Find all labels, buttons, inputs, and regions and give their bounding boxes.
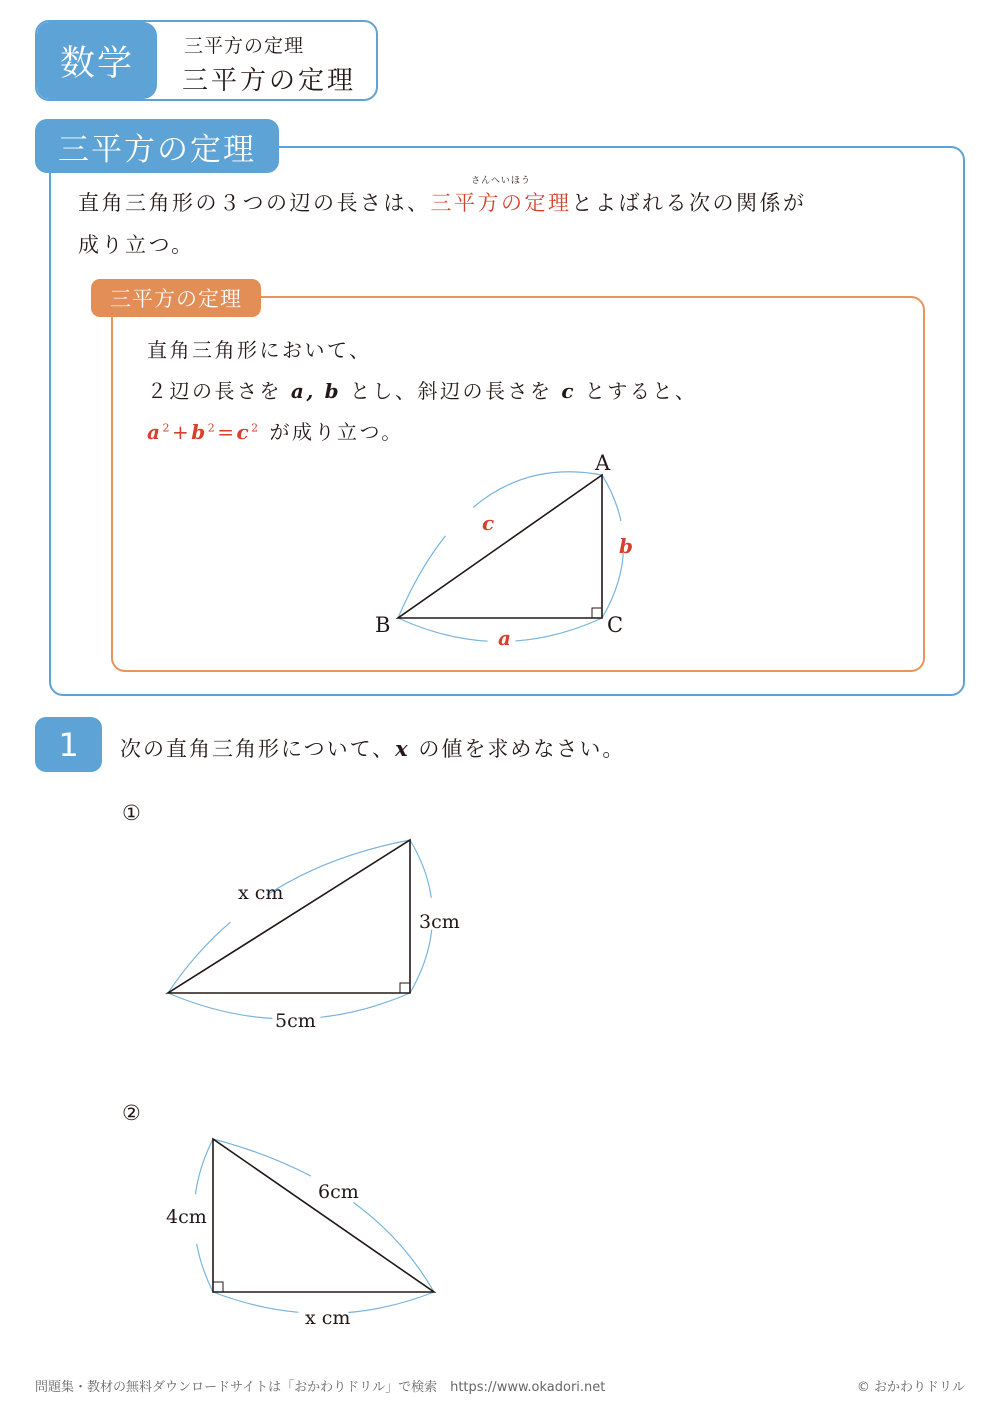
formula-b: b [191, 420, 208, 444]
unit-title: 三平方の定理 [184, 35, 305, 57]
problem-1-triangle [168, 840, 460, 1032]
question-text: 次の直角三角形について、 [120, 737, 396, 761]
sub-problem-2-label: ② [122, 1101, 141, 1125]
question-text: の値を求めなさい。 [418, 737, 626, 761]
formula-exp: 2 [162, 421, 172, 435]
triangle-2 [213, 1139, 434, 1292]
triangle-abc [398, 475, 602, 618]
base-label: x cm [305, 1307, 351, 1329]
vertical-side-label: 4cm [166, 1206, 207, 1228]
footer-site-note: 問題集・教材の無料ダウンロードサイトは「おかわりドリル」で検索 https://www.okadori.net [35, 1380, 606, 1395]
explanation-line-2: 成り立つ。 [78, 233, 195, 257]
theorem-triangle [375, 451, 633, 650]
triangle-1 [168, 840, 410, 993]
formula-exp: 2 [251, 421, 261, 435]
problem-question [120, 733, 625, 763]
formula-a: a [147, 420, 163, 444]
vertex-a-label: A [595, 451, 611, 475]
comma: , [306, 379, 316, 403]
vertex-b-label: B [375, 613, 391, 637]
vertical-side-label: 3cm [419, 911, 460, 933]
sub-problem-1-label: ① [122, 801, 141, 825]
hypotenuse-label: 6cm [318, 1181, 359, 1203]
var-b: b [324, 379, 342, 403]
right-angle-mark [213, 1282, 223, 1292]
right-angle-mark [400, 983, 410, 993]
theorem-term-text: 三平方の定理 [430, 191, 572, 215]
explanation-text-before: 直角三角形の３つの辺の長さは、 [78, 191, 431, 215]
explanation-tab: 三平方の定理 [35, 119, 279, 173]
theorem-term-ruby: さんへいほう [471, 176, 531, 186]
var-c: c [561, 379, 577, 403]
problem-2-triangle [166, 1139, 434, 1329]
vertex-c-label: C [607, 613, 624, 637]
hypotenuse-label: x cm [238, 882, 284, 904]
explanation-text-after: とよばれる次の関係が [571, 191, 807, 215]
theorem-text: ２辺の長さを [147, 379, 282, 403]
formula-exp: 2 [207, 421, 218, 435]
subject-label: 数学 [37, 22, 157, 99]
theorem-text: が成り立つ。 [269, 420, 404, 444]
formula-plus: + [171, 420, 192, 444]
theorem-tab: 三平方の定理 [91, 279, 261, 317]
theorem-line-1: 直角三角形において、 [147, 338, 372, 362]
formula-c: c [236, 420, 252, 444]
lesson-title: 三平方の定理 [182, 66, 357, 96]
var-x: x [395, 736, 410, 761]
var-a: a [290, 379, 307, 403]
side-b-label: b [619, 534, 633, 558]
side-c-label: c [482, 511, 495, 535]
right-angle-mark [592, 608, 602, 618]
problem-number: 1 [35, 717, 102, 772]
formula-equals: = [217, 420, 237, 444]
theorem-text: とし、斜辺の長さを [350, 379, 553, 403]
side-a-label: a [498, 626, 511, 650]
base-label: 5cm [275, 1010, 316, 1032]
theorem-text: とすると、 [584, 379, 698, 403]
footer-copyright: © おかわりドリル [856, 1380, 965, 1395]
